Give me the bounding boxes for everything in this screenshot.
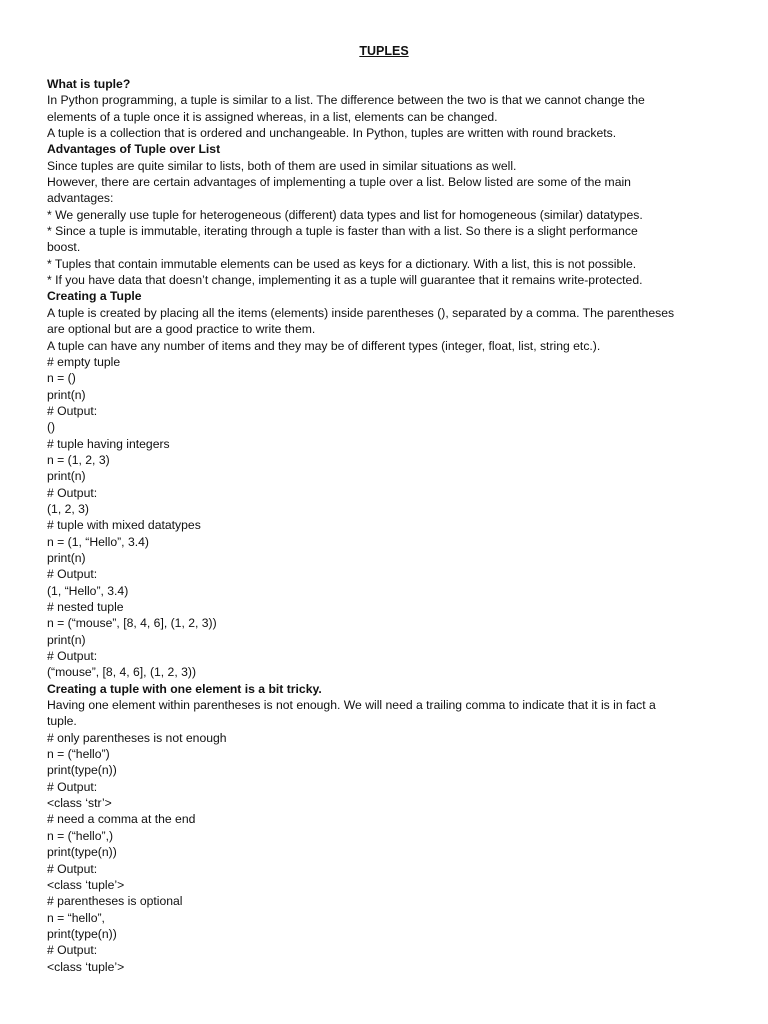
text-line: n = (1, 2, 3): [47, 452, 110, 467]
page-title: TUPLES: [359, 44, 409, 58]
text-line: # parentheses is optional: [47, 894, 183, 909]
text-line: tuple.: [47, 714, 77, 729]
text-line: A tuple can have any number of items and they may be of different types (integer, float, list, string etc.).: [47, 338, 601, 353]
text-line: n = (“hello”,): [47, 828, 114, 843]
text-line: elements of a tuple once it is assigned whereas, in a list, elements can be changed.: [47, 109, 498, 124]
text-line: A tuple is created by placing all the items (elements) inside parentheses (), separated by a comma. The parentheses: [47, 305, 675, 320]
text-line: # nested tuple: [47, 600, 124, 614]
text-line: print(n): [47, 469, 86, 484]
text-line: n = “hello”,: [47, 910, 105, 925]
text-line: (): [47, 420, 56, 435]
text-line: <class ‘str’>: [47, 796, 112, 811]
text-line: print(n): [47, 632, 86, 647]
section-heading: What is tuple?: [47, 77, 131, 91]
text-line: <class ‘tuple’>: [47, 877, 125, 892]
text-line: # Output:: [47, 485, 98, 500]
text-line: # tuple having integers: [47, 436, 170, 451]
section-heading: Creating a tuple with one element is a bit tricky.: [47, 681, 322, 696]
text-line: advantages:: [47, 191, 114, 206]
text-line: # Output:: [47, 403, 98, 418]
text-line: # empty tuple: [47, 354, 121, 369]
text-line: # Output:: [47, 567, 98, 582]
text-line: print(n): [47, 387, 86, 402]
text-line: # Output:: [47, 861, 98, 876]
text-line: Having one element within parentheses is not enough. We will need a trailing comma to indicate that it is in fact a: [47, 698, 656, 713]
text-line: (1, 2, 3): [47, 501, 89, 516]
text-line: * If you have data that doesn’t change, implementing it as a tuple will guarantee that it remains write-protected.: [47, 273, 643, 288]
text-line: print(type(n)): [47, 763, 117, 778]
text-line: Since tuples are quite similar to lists, both of them are used in similar situations as well.: [47, 158, 517, 173]
text-line: n = (): [47, 371, 76, 386]
text-line: print(type(n)): [47, 926, 117, 941]
text-line: In Python programming, a tuple is similar to a list. The difference between the two is that we cannot change the: [47, 93, 645, 108]
text-line: # Output:: [47, 649, 98, 664]
text-line: # Output:: [47, 779, 98, 794]
document-body: [47, 76, 719, 975]
text-line: print(n): [47, 550, 86, 565]
text-line: n = (“hello”): [47, 747, 110, 762]
section-heading: Creating a Tuple: [47, 289, 142, 304]
text-line: print(type(n)): [47, 845, 117, 860]
text-line: n = (“mouse”, [8, 4, 6], (1, 2, 3)): [47, 616, 217, 631]
text-line: # tuple with mixed datatypes: [47, 518, 201, 533]
text-line: # Output:: [47, 943, 98, 958]
text-line: (“mouse”, [8, 4, 6], (1, 2, 3)): [47, 665, 197, 680]
text-line: * We generally use tuple for heterogeneous (different) data types and list for homogeneous (similar) datatypes.: [47, 207, 643, 222]
text-line: # only parentheses is not enough: [47, 730, 227, 745]
text-line: A tuple is a collection that is ordered and unchangeable. In Python, tuples are written with round brackets.: [47, 126, 617, 141]
text-line: * Since a tuple is immutable, iterating through a tuple is faster than with a list. So there is a slight performance: [47, 224, 638, 239]
text-line: # need a comma at the end: [47, 812, 196, 827]
text-line: * Tuples that contain immutable elements can be used as keys for a dictionary. With a list, this is not possible.: [47, 256, 637, 271]
text-line: boost.: [47, 240, 81, 255]
text-line: (1, “Hello”, 3.4): [47, 583, 129, 598]
text-line: <class ‘tuple’>: [47, 959, 125, 974]
section-heading: Advantages of Tuple over List: [47, 142, 221, 157]
text-line: are optional but are a good practice to write them.: [47, 322, 316, 337]
text-line: n = (1, “Hello”, 3.4): [47, 534, 149, 549]
text-line: However, there are certain advantages of implementing a tuple over a list. Below listed are some of the main: [47, 175, 631, 190]
